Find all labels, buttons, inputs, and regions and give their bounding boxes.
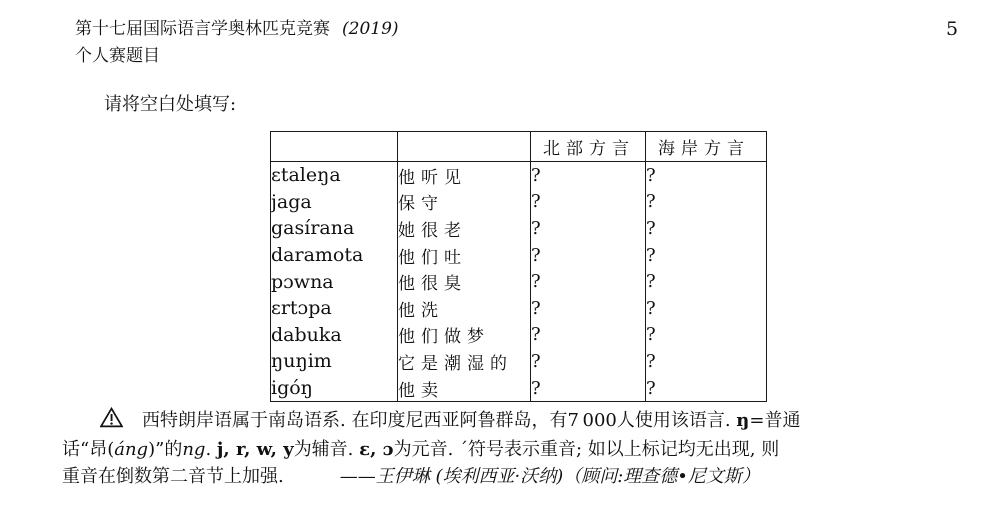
table-row: [271, 242, 767, 269]
gloss-cell: 他洗: [398, 295, 531, 322]
note-text-segment: ŋ: [736, 410, 750, 431]
gloss-cell: 他们吐: [398, 242, 531, 269]
note-text-segment: .: [205, 439, 217, 460]
gloss-cell: 他听见: [398, 162, 531, 189]
table-row: [271, 348, 767, 375]
header-line2: 个人赛题目: [75, 46, 160, 66]
table-row: [271, 215, 767, 242]
dialect-table-wrap: [270, 131, 767, 402]
word-cell: igóŋ: [271, 377, 313, 400]
north-dialect-cell: ?: [531, 348, 646, 375]
note-text-segment: 西特朗岸语属于南岛语系. 在印度尼西亚阿鲁群岛，有7 000人使用该语言.: [142, 410, 737, 431]
author-attribution: ——王伊琳 (埃利西亚·沃纳)（顾问:理查德•尼文斯）: [339, 466, 760, 487]
note-text-segment: ng: [182, 439, 206, 460]
contest-title: 第十七届国际语言学奥林匹克竞赛: [75, 19, 330, 39]
header-cell-gloss: [398, 132, 531, 162]
header-cell-north-dialect: 北部方言: [531, 132, 646, 162]
note-line2-text: [62, 439, 779, 460]
running-header: [75, 16, 399, 70]
note-line-2: [62, 436, 997, 463]
note-text-segment: 为元音. ´符号表示重音; 如以上标记均无出现, 则: [393, 439, 780, 460]
north-dialect-cell: ?: [531, 189, 646, 216]
coast-dialect-cell: ?: [646, 189, 767, 216]
word-cell: ɛtaleŋa: [271, 164, 341, 187]
table-row: [271, 375, 767, 402]
header-line1: [75, 16, 399, 43]
coast-dialect-cell: ?: [646, 295, 767, 322]
table-row: [271, 162, 767, 189]
note-text-segment: áng: [114, 439, 149, 460]
gloss-cell: 他们做梦: [398, 322, 531, 349]
note-text-segment: 为辅音.: [293, 439, 360, 460]
note-text-segment: j, r, w, y: [216, 439, 294, 460]
north-dialect-cell: ?: [531, 375, 646, 402]
north-dialect-cell: ?: [531, 242, 646, 269]
gloss-cell: 保守: [398, 189, 531, 216]
gloss-cell: 他卖: [398, 375, 531, 402]
page-number: 5: [946, 18, 959, 40]
gloss-cell: 他很臭: [398, 268, 531, 295]
word-cell: daramota: [271, 244, 364, 267]
north-dialect-cell: ?: [531, 162, 646, 189]
coast-dialect-cell: ?: [646, 348, 767, 375]
word-cell: gasírana: [271, 217, 355, 240]
north-dialect-cell: ?: [531, 295, 646, 322]
coast-dialect-cell: ?: [646, 322, 767, 349]
word-cell: dabuka: [271, 323, 342, 346]
table-row: [271, 268, 767, 295]
table-header-row: [271, 132, 767, 162]
header-cell-coast-dialect: 海岸方言: [646, 132, 767, 162]
gloss-cell: 她很老: [398, 215, 531, 242]
coast-dialect-cell: ?: [646, 375, 767, 402]
word-cell: jaga: [271, 190, 312, 213]
problem-note: [62, 407, 997, 490]
word-cell: pɔwna: [271, 270, 334, 293]
note-line-1: [62, 407, 997, 436]
header-cell-word: [271, 132, 398, 162]
note-text-segment: =普通: [749, 410, 801, 431]
note-text-segment: 话“昂(: [62, 439, 115, 460]
fill-in-prompt: 请将空白处填写:: [104, 94, 237, 115]
coast-dialect-cell: ?: [646, 242, 767, 269]
note-line1-text: [142, 410, 800, 431]
warning-triangle-icon: [100, 407, 123, 436]
note-line-3: [62, 463, 997, 490]
word-cell: ɛrtɔpa: [271, 297, 332, 320]
gloss-cell: 它是潮湿的: [398, 348, 531, 375]
north-dialect-cell: ?: [531, 322, 646, 349]
word-cell: ŋuŋim: [271, 350, 332, 373]
table-row: [271, 295, 767, 322]
table-row: [271, 322, 767, 349]
coast-dialect-cell: ?: [646, 215, 767, 242]
note-text-segment: ɛ, ɔ: [359, 439, 394, 460]
table-row: [271, 189, 767, 216]
coast-dialect-cell: ?: [646, 268, 767, 295]
coast-dialect-cell: ?: [646, 162, 767, 189]
north-dialect-cell: ?: [531, 268, 646, 295]
note-line3-text: 重音在倒数第二音节上加强.: [62, 466, 284, 487]
dialect-table: [270, 131, 767, 402]
note-text-segment: )”的: [148, 439, 183, 460]
north-dialect-cell: ?: [531, 215, 646, 242]
contest-year: (2019): [342, 19, 399, 39]
